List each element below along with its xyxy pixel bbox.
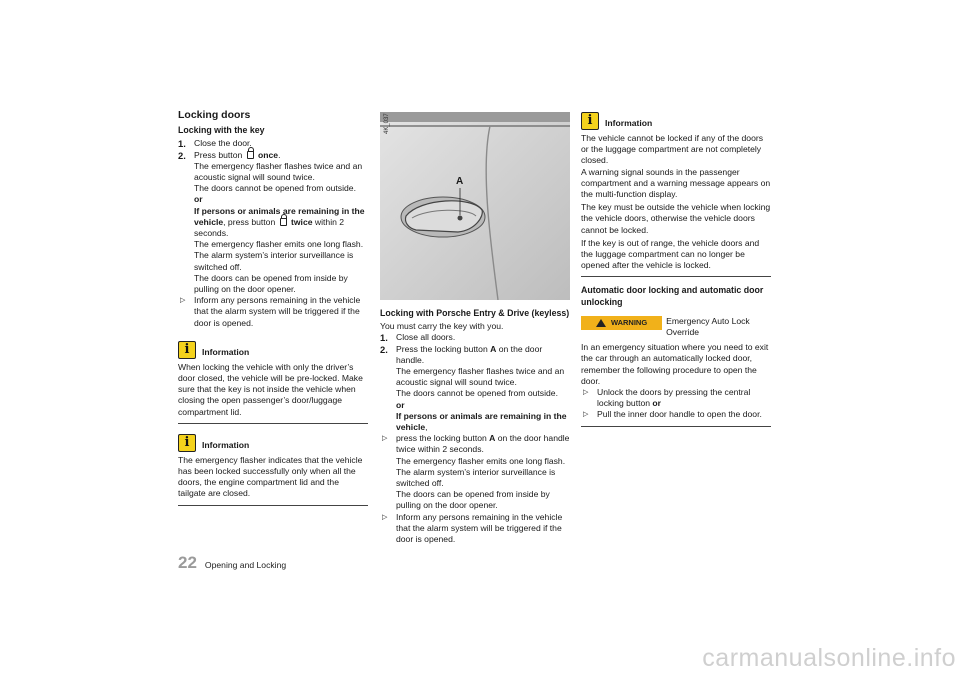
bullet-detail: The alarm system’s interior surveillance is switched off.: [396, 466, 556, 489]
page-number: 22: [178, 553, 197, 572]
bullet-text: Pull the inner door handle to open the door.: [597, 409, 762, 420]
triangle-bullet-icon: ▷: [583, 411, 589, 419]
triangle-bullet-icon: ▷: [382, 435, 388, 443]
watermark: carmanualsonline.info: [702, 644, 956, 672]
lock-icon: [280, 218, 287, 226]
emphasis-twice: twice: [291, 216, 313, 227]
chapter-title: Opening and Locking: [204, 560, 287, 570]
step-detail: The emergency flasher flashes twice and an acoustic signal will sound twice.: [396, 366, 565, 388]
intro-text: You must carry the key with you.: [380, 321, 504, 332]
triangle-bullet-icon: ▷: [583, 389, 589, 397]
subsection-title: Locking with Porsche Entry & Drive (keyless): [380, 308, 570, 318]
info-header: [178, 434, 368, 452]
information-icon: i: [581, 112, 599, 130]
condition-text: If persons or animals are remaining in the vehicle: [396, 410, 567, 433]
or-label: or: [652, 398, 662, 409]
information-icon: i: [178, 341, 196, 359]
step-detail: The doors can be opened from inside by pulling on the door opener.: [194, 272, 348, 295]
info-text: The key must be outside the vehicle when locking the vehicle doors, otherwise the vehicle doors cannot be locked.: [581, 202, 771, 235]
bullet-text: Inform any persons remaining in the vehicle that the alarm system will be triggered if the door is opened.: [396, 511, 563, 545]
button-ref-a: A: [489, 433, 496, 444]
step-text: Press the locking button: [396, 343, 488, 354]
bullet-detail: The emergency flasher emits one long flash.: [396, 455, 566, 466]
button-ref-a: A: [490, 343, 497, 354]
page-footer: [178, 553, 286, 573]
bullet-text: on the door handle twice within 2 seconds.: [396, 433, 570, 455]
door-handle-drawing: [380, 112, 570, 300]
step-1: [380, 332, 570, 343]
step-2: [380, 344, 570, 434]
door-handle-illustration: [380, 112, 570, 300]
bullet-item: [581, 409, 771, 420]
callout-label-a: A: [456, 176, 464, 187]
divider: [581, 276, 771, 277]
condition-rest: , press button: [223, 216, 276, 227]
bullet-text: press the locking button: [396, 433, 487, 444]
warning-text: Emergency Auto Lock Override: [666, 315, 750, 338]
triangle-bullet-icon: ▷: [180, 297, 186, 305]
bullet-item: [380, 433, 570, 511]
step-detail: The emergency flasher flashes twice and an acoustic signal will sound twice.: [194, 160, 363, 183]
condition-text: If persons or animals are remaining in the vehicle: [194, 205, 365, 227]
bullet-text: Inform any persons remaining in the vehicle that the alarm system will be triggered if the door is opened.: [194, 295, 361, 328]
subsection-title: Locking with the key: [178, 125, 265, 136]
step-number: 1.: [380, 332, 388, 344]
divider: [178, 423, 368, 424]
step-2: [178, 150, 368, 296]
section-title: Locking doors: [178, 109, 251, 121]
warning-row: [581, 316, 771, 338]
step-text: Press button: [194, 149, 243, 160]
info-text: The vehicle cannot be locked if any of the doors or the luggage compartment are not completely closed.: [581, 133, 764, 166]
warning-label: WARNING: [610, 318, 648, 328]
subsection-title: Automatic door locking and automatic door unlocking: [581, 285, 764, 307]
step-text: on the door handle.: [396, 343, 543, 365]
step-1: [178, 138, 368, 149]
or-label: or: [396, 399, 405, 410]
warning-badge: [581, 316, 662, 330]
bullet-item: [380, 512, 570, 546]
bullet-item: [178, 295, 368, 329]
step-number: 2.: [178, 149, 186, 161]
info-header: [178, 341, 368, 359]
info-text: If the key is out of range, the vehicle doors and the luggage compartment can no longer be opened after the vehicle is locked.: [581, 237, 760, 271]
emphasis-once: once: [258, 149, 279, 160]
info-text: When locking the vehicle with only the driver’s door closed, the vehicle will be pre-locked. Make sure that the key is not inside the vehicle when closing the open passenger’s door/luggage compartment lid.: [178, 361, 363, 417]
lock-icon: [247, 151, 254, 159]
figure-code: 4K_037: [384, 113, 390, 134]
bullet-text: Unlock the doors by pressing the central locking button: [597, 387, 751, 409]
info-label: Information: [605, 118, 653, 129]
divider: [178, 505, 368, 506]
divider: [581, 426, 771, 427]
triangle-bullet-icon: ▷: [382, 513, 388, 521]
step-text: Close all doors.: [396, 332, 456, 343]
punct: ,: [425, 422, 428, 433]
info-label: Information: [202, 440, 250, 451]
step-number: 1.: [178, 138, 186, 150]
step-number: 2.: [380, 343, 388, 355]
column-left: [178, 110, 368, 506]
step-detail: The alarm system’s interior surveillance is switched off.: [194, 250, 354, 272]
information-icon: i: [178, 434, 196, 452]
or-label: or: [194, 194, 203, 205]
bullet-item: [581, 387, 771, 409]
step-detail: The doors cannot be opened from outside.: [396, 388, 558, 399]
warning-triangle-icon: [596, 319, 606, 327]
info-text: The emergency flasher indicates that the vehicle has been locked successfully only when all the doors, the engine compartment lid and the tailgate are closed.: [178, 454, 363, 499]
bullet-detail: The doors can be opened from inside by pulling on the door opener.: [396, 489, 550, 511]
info-header: [581, 112, 771, 130]
column-right: [581, 112, 771, 427]
body-text: In an emergency situation where you need to exit the car through an automatically locked door, remember the following procedure to open the door.: [581, 342, 769, 386]
step-detail: The emergency flasher emits one long flash.: [194, 239, 364, 250]
info-text: A warning signal sounds in the passenger compartment and a warning message appears on the multi-function display.: [581, 166, 771, 200]
info-label: Information: [202, 347, 250, 358]
step-detail: The doors cannot be opened from outside.: [194, 183, 356, 194]
column-middle: [380, 112, 570, 545]
condition-rest: within 2 seconds.: [194, 216, 345, 239]
step-text: Close the door.: [194, 138, 252, 149]
punct: .: [278, 149, 281, 160]
